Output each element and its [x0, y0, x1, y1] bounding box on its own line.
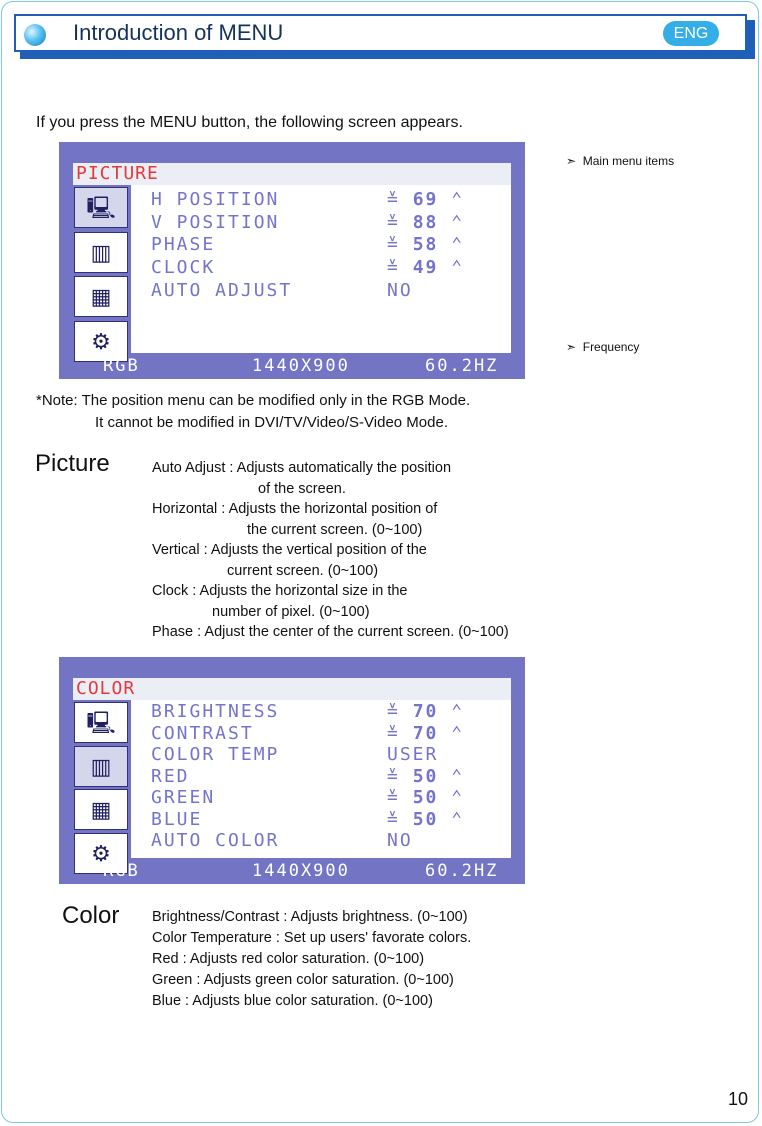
- note-line-2: It cannot be modified in DVI/TV/Video/S-Video Mode.: [95, 414, 448, 431]
- osd-menu-value: [387, 701, 464, 722]
- osd-menu-value: NO: [387, 830, 413, 851]
- osd-menu-item: AUTO COLOR: [151, 830, 280, 851]
- osd-menu-item: PHASE: [151, 234, 216, 256]
- arrow-icon: ➣: [566, 340, 577, 354]
- arrow-icon: ➣: [566, 154, 577, 168]
- osd-menu-item: H POSITION: [151, 189, 280, 210]
- callout-label: Main menu items: [582, 154, 675, 168]
- grid-icon: ▦: [74, 276, 128, 317]
- decrease-arrow-icon: ≚: [387, 257, 413, 279]
- osd-value-number: 49: [412, 257, 439, 279]
- increase-arrow-icon: ⌃: [438, 765, 465, 787]
- decrease-arrow-icon: ≚: [387, 211, 413, 233]
- decrease-arrow-icon: ≚: [387, 701, 413, 722]
- osd-menu-item: COLOR TEMP: [151, 744, 280, 765]
- osd-menu-value: USER: [387, 744, 439, 765]
- osd-heading: PICTURE: [73, 163, 511, 185]
- callout-label: Frequency: [582, 340, 640, 354]
- description-line: Green : Adjusts green color saturation. (0~100): [152, 972, 454, 988]
- description-line: Color Temperature : Set up users' favorate colors.: [152, 930, 472, 946]
- osd-menu-item: V POSITION: [151, 211, 280, 233]
- color-section-description: [152, 907, 471, 1012]
- gear-icon: ⚙: [74, 833, 128, 874]
- decrease-arrow-icon: ≚: [387, 787, 413, 808]
- decrease-arrow-icon: ≚: [387, 234, 413, 256]
- color-palette-icon: ▥: [74, 232, 128, 273]
- osd-value-number: 50: [412, 808, 439, 830]
- color-section-title: Color: [62, 902, 120, 929]
- osd-footer-frequency: 60.2HZ: [425, 356, 499, 376]
- osd-heading: COLOR: [73, 678, 511, 700]
- osd-footer-frequency: 60.2HZ: [425, 861, 499, 881]
- osd-menu-value: [387, 766, 464, 787]
- grid-icon: ▦: [74, 789, 128, 830]
- intro-text: If you press the MENU button, the following screen appears.: [36, 114, 463, 131]
- description-line: current screen. (0~100): [227, 562, 379, 579]
- page-number: 10: [727, 1089, 748, 1109]
- osd-value-number: 69: [412, 189, 439, 210]
- osd-menu-item: CONTRAST: [151, 722, 254, 744]
- osd-footer-resolution: 1440X900: [252, 861, 350, 881]
- description-line: Red : Adjusts red color saturation. (0~100): [152, 951, 425, 967]
- picture-section-description: [152, 458, 509, 643]
- osd-menu-item: BRIGHTNESS: [151, 701, 280, 722]
- decrease-arrow-icon: ≚: [387, 722, 413, 744]
- description-line: Brightness/Contrast : Adjusts brightness. (0~100): [152, 909, 468, 925]
- decrease-arrow-icon: ≚: [387, 808, 413, 830]
- language-badge: ENG: [663, 21, 719, 46]
- osd-value-number: 58: [412, 234, 439, 256]
- increase-arrow-icon: ⌃: [438, 701, 465, 722]
- description-line: Clock : Adjusts the horizontal size in the: [152, 583, 408, 599]
- osd-panel: [73, 678, 511, 866]
- description-line: the current screen. (0~100): [247, 521, 423, 538]
- osd-menu-value: [387, 787, 464, 808]
- gear-icon: ⚙: [74, 321, 128, 362]
- description-line: Blue : Adjusts blue color saturation. (0~100): [152, 993, 433, 1009]
- description-line: of the screen.: [258, 480, 346, 497]
- osd-menu-item: AUTO ADJUST: [151, 279, 293, 301]
- osd-menu-value: [387, 809, 464, 830]
- osd-menu-value: [387, 257, 464, 278]
- monitor-icon: 🖳: [74, 187, 128, 228]
- osd-value-number: 50: [412, 787, 439, 808]
- osd-menu-item: GREEN: [151, 787, 216, 808]
- callout-main-menu: [566, 154, 674, 168]
- osd-value-number: 70: [412, 722, 439, 744]
- decrease-arrow-icon: ≚: [387, 189, 413, 210]
- description-line: Vertical : Adjusts the vertical position of the: [152, 542, 427, 558]
- picture-osd-screen: [59, 142, 525, 379]
- osd-footer-mode: RGB: [103, 356, 140, 376]
- osd-value-number: 50: [412, 765, 439, 787]
- osd-menu-value: [387, 189, 464, 210]
- page-title: Introduction of MENU: [73, 20, 284, 45]
- osd-menu-value: [387, 212, 464, 233]
- description-line: Auto Adjust : Adjusts automatically the position: [152, 460, 452, 476]
- monitor-icon: 🖳: [74, 702, 128, 743]
- increase-arrow-icon: ⌃: [438, 234, 465, 256]
- osd-icon-column: [73, 700, 131, 866]
- increase-arrow-icon: ⌃: [438, 189, 465, 210]
- osd-value-number: 88: [412, 211, 439, 233]
- osd-footer-resolution: 1440X900: [252, 356, 350, 376]
- callout-frequency: [566, 340, 639, 354]
- osd-icon-column: [73, 185, 131, 353]
- description-line: Phase : Adjust the center of the current screen. (0~100): [152, 624, 509, 640]
- color-osd-screen: [59, 657, 525, 884]
- note-line-1: *Note: The position menu can be modified only in the RGB Mode.: [36, 392, 471, 409]
- osd-menu-value: [387, 723, 464, 744]
- increase-arrow-icon: ⌃: [438, 787, 465, 808]
- osd-menu-item: CLOCK: [151, 257, 216, 279]
- color-palette-icon: ▥: [74, 746, 128, 787]
- increase-arrow-icon: ⌃: [438, 808, 465, 830]
- description-line: Horizontal : Adjusts the horizontal position of: [152, 501, 438, 517]
- decrease-arrow-icon: ≚: [387, 765, 413, 787]
- picture-section-title: Picture: [35, 450, 110, 477]
- osd-menu-value: [387, 234, 464, 255]
- osd-footer-mode: RGB: [103, 861, 140, 881]
- osd-menu-value: NO: [387, 279, 413, 301]
- osd-panel: [73, 163, 511, 353]
- increase-arrow-icon: ⌃: [438, 722, 465, 744]
- description-line: number of pixel. (0~100): [212, 603, 370, 620]
- increase-arrow-icon: ⌃: [438, 211, 465, 233]
- increase-arrow-icon: ⌃: [438, 257, 465, 279]
- osd-menu-item: RED: [151, 765, 190, 787]
- osd-menu-item: BLUE: [151, 808, 203, 830]
- globe-icon: [24, 24, 46, 46]
- osd-value-number: 70: [412, 701, 439, 722]
